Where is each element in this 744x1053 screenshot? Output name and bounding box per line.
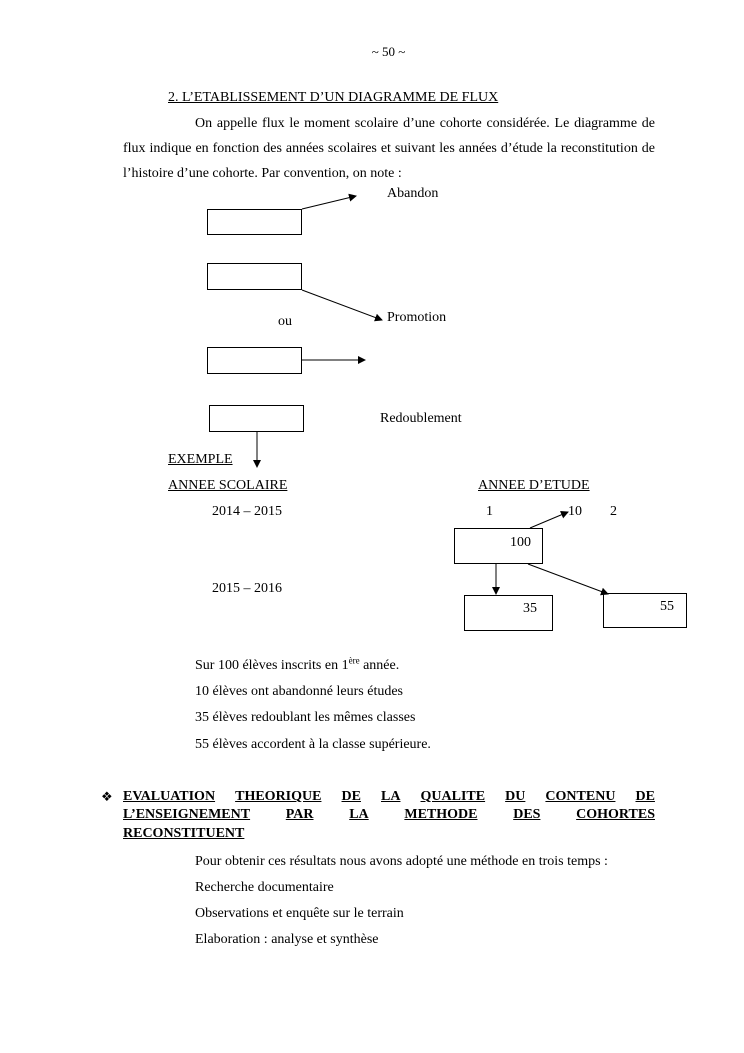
- heading_line2-word: COHORTES: [576, 807, 655, 822]
- heading_line1-word: DE: [635, 789, 655, 804]
- heading_line1-word: CONTENU: [545, 789, 616, 804]
- intro-paragraph: On appelle flux le moment scolaire d’une cohorte considérée. Le diagramme de flux indique en fonction des années scolaires et suivant les années d’étude la reconstitution de l’histoire d’une cohorte. Par convention, on note :: [123, 116, 655, 181]
- heading_line2-word: L’ENSEIGNEMENT: [123, 807, 251, 822]
- example-box-start-value: 100: [510, 535, 531, 550]
- summary-line-2: 10 élèves ont abandonné leurs études: [195, 684, 403, 699]
- summary-line-1: [195, 655, 400, 674]
- arrow-example-abandon: [530, 512, 568, 528]
- method-intro: Pour obtenir ces résultats nous avons adopté une méthode en trois temps :: [195, 854, 608, 869]
- legend-promotion-label: Promotion: [387, 310, 447, 325]
- heading_line2-word: PAR: [285, 807, 314, 822]
- etude-abandon-label: 10: [568, 504, 582, 519]
- evaluation-heading-line-2: [123, 806, 655, 824]
- method-step-1: Recherche documentaire: [195, 880, 334, 895]
- heading_line1-word: QUALITE: [420, 789, 486, 804]
- heading_line1-word: DE: [341, 789, 361, 804]
- method-step-2: Observations et enquête sur le terrain: [195, 906, 404, 921]
- arrow-abandon: [302, 196, 356, 209]
- legend-redoublement-label: Redoublement: [380, 411, 462, 426]
- bullet-diamond-icon: ❖: [101, 789, 113, 804]
- example-box-promu-value: 55: [660, 599, 674, 614]
- legend-abandon-label: Abandon: [387, 186, 439, 201]
- annee-etude-header: ANNEE D’ETUDE: [478, 478, 590, 493]
- summary-line-4: 55 élèves accordent à la classe supérieure.: [195, 737, 431, 752]
- summary-line-1-post: année.: [359, 658, 400, 673]
- heading_line1-word: EVALUATION: [123, 789, 216, 804]
- year-2014-2015: 2014 – 2015: [212, 504, 282, 519]
- example-box-redouble-value: 35: [523, 601, 537, 616]
- section-title: 2. L’ETABLISSEMENT D’UN DIAGRAMME DE FLUX: [168, 90, 499, 105]
- etude-1-label: 1: [486, 504, 493, 519]
- heading_line2-word: LA: [349, 807, 369, 822]
- summary-line-1-sup: ère: [348, 655, 360, 666]
- evaluation-heading-line-1: [123, 788, 655, 806]
- page-number: ~ 50 ~: [371, 44, 406, 59]
- annee-scolaire-header: ANNEE SCOLAIRE: [168, 478, 288, 493]
- heading_line1-word: LA: [381, 789, 401, 804]
- heading_line1-word: THEORIQUE: [235, 789, 322, 804]
- legend-ou-label: ou: [278, 314, 292, 329]
- arrow-promotion: [302, 290, 382, 320]
- example-title: EXEMPLE: [168, 452, 233, 467]
- heading_line2-word: DES: [513, 807, 541, 822]
- year-2015-2016: 2015 – 2016: [212, 581, 282, 596]
- etude-2-label: 2: [610, 504, 617, 519]
- heading_line2-word: METHODE: [404, 807, 478, 822]
- summary-line-3: 35 élèves redoublant les mêmes classes: [195, 710, 416, 725]
- heading_line1-word: DU: [505, 789, 526, 804]
- summary-line-1-pre: Sur 100 élèves inscrits en 1: [195, 658, 349, 673]
- evaluation-heading-line-3: RECONSTITUENT: [123, 826, 245, 841]
- method-step-3: Elaboration : analyse et synthèse: [195, 932, 379, 947]
- arrow-example-promu: [528, 564, 608, 594]
